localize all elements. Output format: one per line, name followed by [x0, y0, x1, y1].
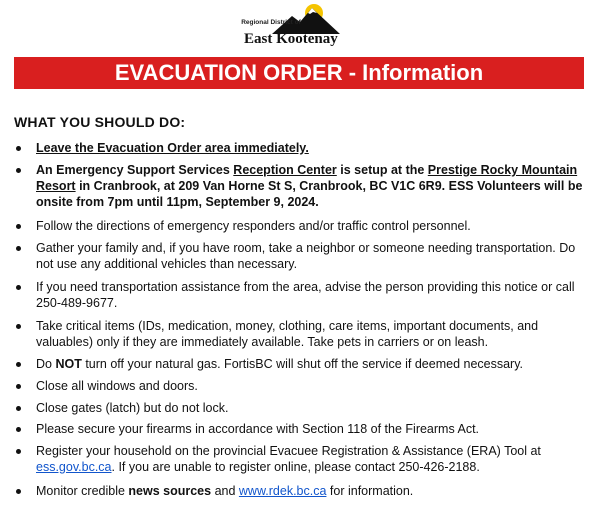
bullet-icon [16, 406, 21, 411]
item-text: Close gates (latch) but do not lock. [36, 401, 229, 415]
item-text: If you need transportation assistance from the area, advise the person providing this notice or call 250-489-9677. [36, 280, 575, 310]
page-title-banner: EVACUATION ORDER - Information [14, 57, 584, 89]
bullet-icon [16, 324, 21, 329]
not-emphasis-text: NOT [55, 357, 82, 371]
logo-org-small: Regional District of [241, 19, 301, 26]
bullet-icon [16, 427, 21, 432]
logo-org-main: East Kootenay [244, 31, 338, 47]
bullet-icon [16, 285, 21, 290]
news-sources-text: news sources [128, 484, 212, 498]
item-text: Take critical items (IDs, medication, money, clothing, care items, important documents, and valuables) only if they are immediately available. Take pets in carriers or on leash. [36, 319, 539, 349]
bullet-icon [16, 168, 21, 173]
bullet-icon [16, 224, 21, 229]
rdek-website-link[interactable]: www.rdek.bc.ca [238, 484, 327, 498]
bullet-icon [16, 449, 21, 454]
item-text: Monitor credible [36, 484, 129, 498]
ess-gov-link[interactable]: ess.gov.bc.ca [36, 460, 112, 474]
resort-name-text: Prestige Rocky Mountain Resort [36, 163, 578, 193]
item-text: Do [36, 357, 56, 371]
item-text: . If you are unable to register online, please contact 250-426-2188. [111, 460, 480, 474]
item-text: Gather your family and, if you have room, take a neighbor or someone needing transportation. Do not use any additional vehicles than necessary. [36, 241, 576, 271]
item-text: for information. [326, 484, 414, 498]
bullet-icon [16, 489, 21, 494]
item-text: in Cranbrook, at 209 Van Horne St S, Cranbrook, BC V1C 6R9. ESS Volunteers will be onsite from 7pm until 11pm, September 9, 2024. [36, 179, 583, 209]
bullet-icon [16, 384, 21, 389]
item-text: Close all windows and doors. [36, 379, 198, 393]
item-text: and [211, 484, 239, 498]
item-text: Leave the Evacuation Order area immediately. [36, 141, 309, 155]
bullet-icon [16, 146, 21, 151]
item-text: Please secure your firearms in accordance with Section 118 of the Firearms Act. [36, 422, 480, 436]
section-title: WHAT YOU SHOULD DO: [14, 114, 186, 130]
logo [0, 0, 600, 56]
item-text: turn off your natural gas. FortisBC will shut off the service if deemed necessary. [81, 357, 524, 371]
bullet-icon [16, 362, 21, 367]
item-text: Follow the directions of emergency responders and/or traffic control personnel. [36, 219, 471, 233]
item-text: Register your household on the provincial Evacuee Registration & Assistance (ERA) Tool at [36, 444, 541, 458]
reception-center-text: Reception Center [233, 163, 337, 177]
item-text: is setup at the [336, 163, 428, 177]
bullet-icon [16, 246, 21, 251]
item-text: An Emergency Support Services [36, 163, 234, 177]
